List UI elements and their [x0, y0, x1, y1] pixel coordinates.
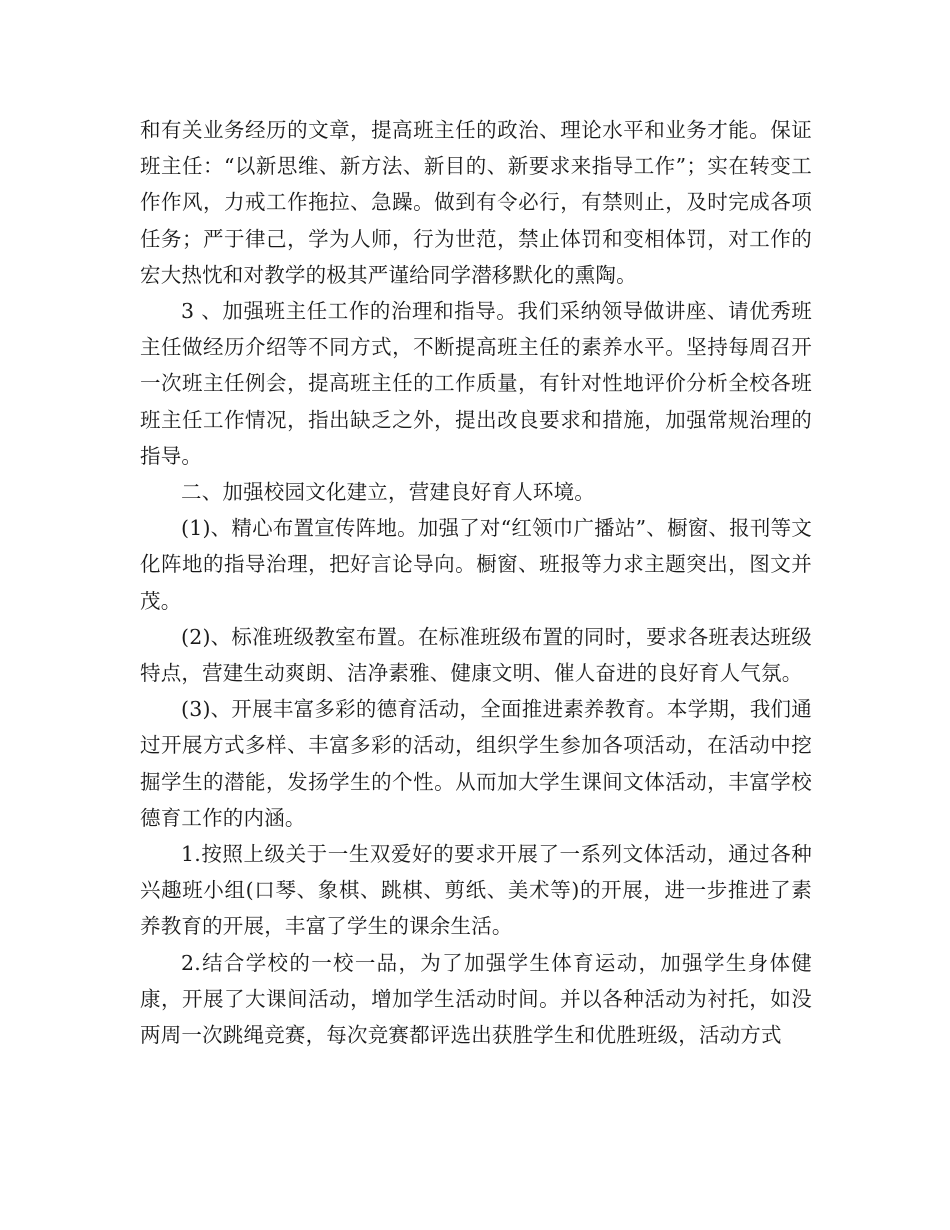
paragraph-point-2: 2.结合学校的一校一品，为了加强学生体育运动，加强学生身体健康，开展了大课间活动，增加学生活动时间。并以各种活动为衬托，如没两周一次跳绳竞赛，每次竞赛都评选出获胜学生和优胜班级，活动方式	[140, 950, 812, 1048]
document-body	[140, 112, 812, 1053]
paragraph-sub-1: (1)、精心布置宣传阵地。加强了对“红领巾广播站”、橱窗、报刊等文化阵地的指导治理，把好言论导向。橱窗、班报等力求主题突出，图文并茂。	[140, 516, 812, 613]
paragraph-sub-2: (2)、标准班级教室布置。在标准班级布置的同时，要求各班表达班级特点，营建生动爽朗、洁净素雅、健康文明、催人奋进的良好育人气氛。	[140, 624, 812, 686]
paragraph-point-1: 1.按照上级关于一生双爱好的要求开展了一系列文体活动，通过各种兴趣班小组(口琴、象棋、跳棋、剪纸、美术等)的开展，进一步推进了素养教育的开展，丰富了学生的课余生活。	[140, 842, 812, 939]
paragraph-sub-3: (3)、开展丰富多彩的德育活动，全面推进素养教育。本学期，我们通过开展方式多样、丰富多彩的活动，组织学生参加各项活动，在活动中挖掘学生的潜能，发扬学生的个性。从而加大学生课间文体活动，丰富学校德育工作的内涵。	[140, 697, 812, 830]
paragraph-continuation: 和有关业务经历的文章，提高班主任的政治、理论水平和业务才能。保证班主任：“以新思维、新方法、新目的、新要求来指导工作”；实在转变工作作风，力戒工作拖拉、急躁。做到有令必行，有禁则止，及时完成各项任务；严于律己，学为人师，行为世范，禁止体罚和变相体罚，对工作的宏大热忱和对教学的极其严谨给同学潜移默化的熏陶。	[140, 118, 812, 287]
section-heading-2: 二、加强校园文化建立，营建良好育人环境。	[181, 480, 595, 505]
paragraph-item-3: 3 、加强班主任工作的治理和指导。我们采纳领导做讲座、请优秀班主任做经历介绍等不同方式，不断提高班主任的素养水平。坚持每周召开一次班主任例会，提高班主任的工作质量，有针对性地评价分析全校各班班主任工作情况，指出缺乏之外，提出改良要求和措施，加强常规治理的指导。	[140, 299, 812, 468]
